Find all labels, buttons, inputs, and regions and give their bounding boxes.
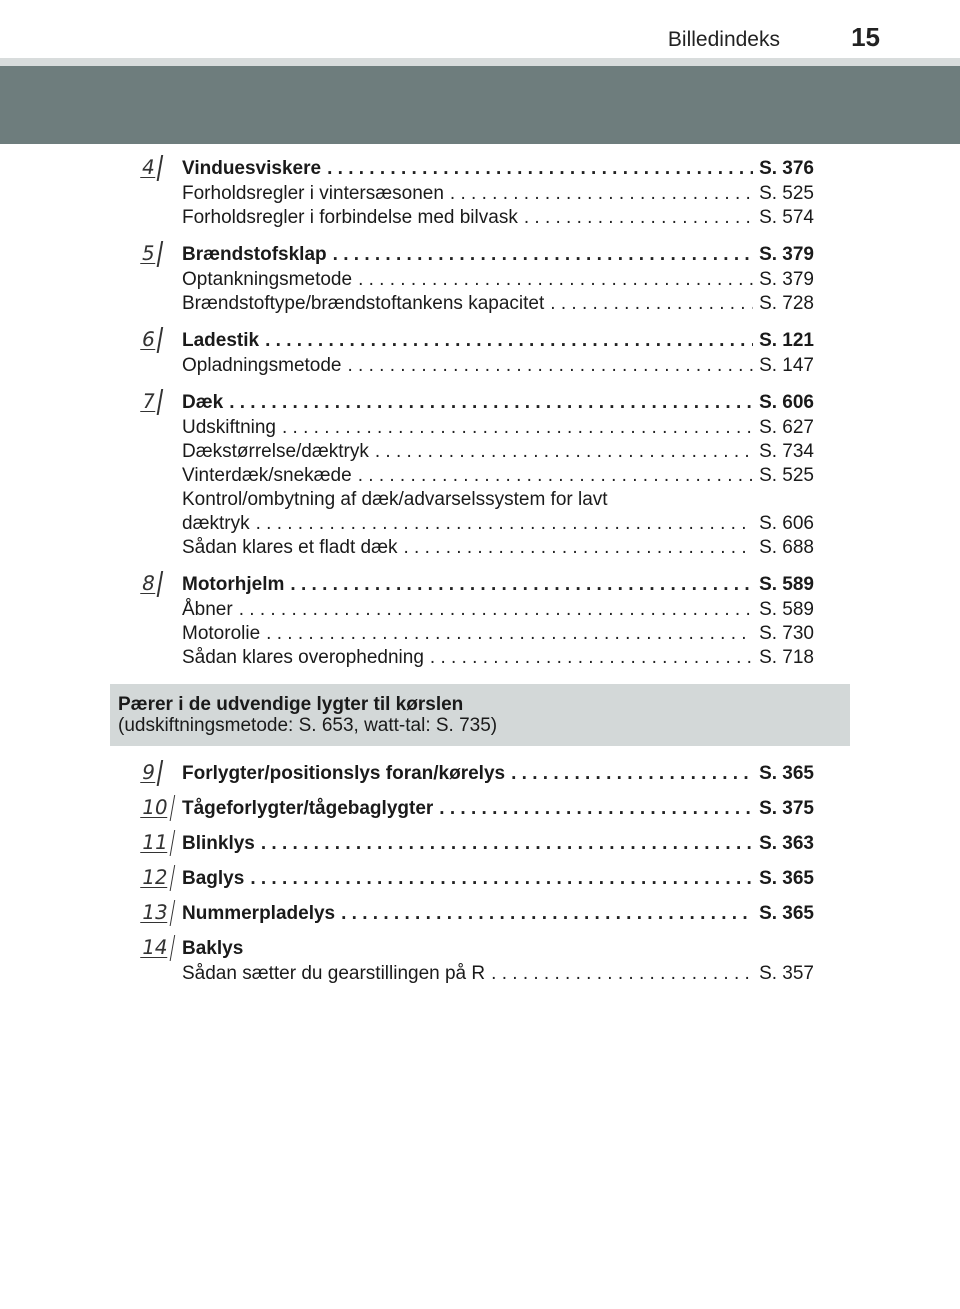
index-entry-main (182, 241, 814, 268)
callout-number: 6 (139, 327, 157, 351)
page-header (0, 0, 960, 58)
page-reference: S. 525 (759, 183, 814, 204)
page-reference: S. 606 (759, 513, 814, 534)
index-entry-main (182, 760, 814, 787)
page-reference: S. 376 (759, 158, 814, 179)
leader-dots (511, 760, 753, 787)
callout-number: 4 (139, 155, 157, 179)
page-reference: S. 379 (759, 244, 814, 265)
section-banner (0, 66, 960, 144)
page-reference: S. 363 (759, 833, 814, 854)
index-group (139, 900, 814, 927)
index-entry-sub (182, 488, 814, 512)
leader-dots (261, 830, 753, 857)
index-group (139, 155, 814, 230)
entry-label: Ladestik (182, 330, 260, 351)
leader-dots (375, 440, 753, 464)
index-entry-sub (182, 206, 814, 230)
index-entry-sub (182, 416, 814, 440)
page-reference: S. 121 (759, 330, 814, 351)
index-group (139, 795, 814, 822)
entry-label: Kontrol/ombytning af dæk/advarselssystem for lavt (182, 489, 608, 510)
page-reference: S. 525 (759, 465, 814, 486)
index-entry-main (182, 389, 814, 416)
leader-dots (327, 155, 753, 182)
leader-dots (348, 354, 754, 378)
index-entry-sub (182, 536, 814, 560)
page-reference: S. 627 (759, 417, 814, 438)
index-group (139, 830, 814, 857)
callout-number: 11 (139, 830, 170, 854)
leader-dots (450, 182, 753, 206)
index-group (139, 571, 814, 670)
leader-dots (256, 512, 753, 536)
entry-label: Brændstoftype/brændstoftankens kapacitet (182, 293, 545, 314)
entry-label: Åbner (182, 599, 233, 620)
page-reference: S. 147 (759, 355, 814, 376)
index-group (139, 760, 814, 787)
entry-label: Baglys (182, 868, 245, 889)
callout-number: 8 (139, 571, 157, 595)
entry-label: Brændstofsklap (182, 244, 327, 265)
entry-label: Sådan klares overophedning (182, 647, 424, 668)
index-entry-main (182, 571, 814, 598)
page-reference: S. 688 (759, 537, 814, 558)
entry-label: Vinduesviskere (182, 158, 322, 179)
entry-label: Motorolie (182, 623, 261, 644)
page-reference: S. 718 (759, 647, 814, 668)
leader-dots (266, 622, 753, 646)
page-reference: S. 365 (759, 903, 814, 924)
leader-dots (403, 536, 753, 560)
entry-label: Sådan klares et fladt dæk (182, 537, 398, 558)
leader-dots (333, 241, 753, 268)
page-reference: S. 379 (759, 269, 814, 290)
entry-label: Dækstørrelse/dæktryk (182, 441, 369, 462)
index-entry-sub (182, 962, 814, 986)
entry-label: Optankningsmetode (182, 269, 353, 290)
section-heading-title: Pærer i de udvendige lygter til kørslen (118, 694, 464, 715)
index-entry-main (182, 830, 814, 857)
entry-label: Forlygter/positionslys foran/kørelys (182, 763, 506, 784)
index-group (139, 327, 814, 378)
callout-number: 12 (139, 865, 170, 889)
entry-label: dæktryk (182, 513, 250, 534)
index-entry-main (182, 865, 814, 892)
page-reference: S. 357 (759, 963, 814, 984)
page-reference: S. 365 (759, 763, 814, 784)
index-group (139, 935, 814, 986)
entry-label: Forholdsregler i forbindelse med bilvask (182, 207, 518, 228)
leader-dots (290, 571, 753, 598)
index-entry-sub (182, 182, 814, 206)
page-reference: S. 589 (759, 599, 814, 620)
page-reference: S. 365 (759, 868, 814, 889)
index-entry-sub (182, 622, 814, 646)
index-groups-top (0, 155, 960, 670)
leader-dots (229, 389, 753, 416)
index-entry-sub (182, 268, 814, 292)
entry-label: Udskiftning (182, 417, 276, 438)
leader-dots (358, 268, 753, 292)
index-entry-sub (182, 354, 814, 378)
index-entry-sub (182, 464, 814, 488)
callout-number: 9 (139, 760, 157, 784)
leader-dots (265, 327, 753, 354)
entry-label: Motorhjelm (182, 574, 285, 595)
index-entry-sub (182, 440, 814, 464)
index-entry-sub (182, 512, 814, 536)
leader-dots (282, 416, 753, 440)
index-entry-main (182, 900, 814, 927)
entry-label: Blinklys (182, 833, 255, 854)
entry-label: Forholdsregler i vintersæsonen (182, 183, 444, 204)
page-number: 15 (851, 22, 880, 52)
index-entry-main (182, 155, 814, 182)
leader-dots (439, 795, 753, 822)
index-entry-sub (182, 646, 814, 670)
index-content (0, 155, 960, 994)
index-entry-sub (182, 598, 814, 622)
index-group (139, 241, 814, 316)
leader-dots (341, 900, 753, 927)
entry-label: Nummerpladelys (182, 903, 336, 924)
page-reference: S. 606 (759, 392, 814, 413)
page-reference: S. 728 (759, 293, 814, 314)
leader-dots (550, 292, 753, 316)
header-rule (0, 58, 960, 66)
entry-label: Opladningsmetode (182, 355, 342, 376)
page-reference: S. 734 (759, 441, 814, 462)
section-heading-box (110, 684, 850, 746)
section-heading-subtitle: (udskiftningsmetode: S. 653, watt-tal: S. 735) (118, 715, 498, 736)
leader-dots (239, 598, 753, 622)
leader-dots (430, 646, 753, 670)
index-entry-sub (182, 292, 814, 316)
callout-number: 10 (139, 795, 170, 819)
index-entry-main (182, 327, 814, 354)
entry-label: Vinterdæk/snekæde (182, 465, 352, 486)
index-group (139, 865, 814, 892)
leader-dots (358, 464, 753, 488)
entry-label: Baklys (182, 938, 244, 959)
entry-label: Sådan sætter du gearstillingen på R (182, 963, 486, 984)
entry-label: Tågeforlygter/tågebaglygter (182, 798, 434, 819)
index-group (139, 389, 814, 560)
callout-number: 5 (139, 241, 157, 265)
page-reference: S. 375 (759, 798, 814, 819)
index-entry-main (182, 935, 814, 962)
index-groups-bottom (0, 760, 960, 986)
page-reference: S. 589 (759, 574, 814, 595)
callout-number: 14 (139, 935, 170, 959)
entry-label: Dæk (182, 392, 224, 413)
page-header-title: Billedindeks (667, 28, 780, 51)
callout-number: 13 (139, 900, 170, 924)
index-entry-main (182, 795, 814, 822)
leader-dots (491, 962, 753, 986)
page-reference: S. 574 (759, 207, 814, 228)
leader-dots (524, 206, 753, 230)
page-reference: S. 730 (759, 623, 814, 644)
callout-number: 7 (139, 389, 157, 413)
leader-dots (250, 865, 753, 892)
